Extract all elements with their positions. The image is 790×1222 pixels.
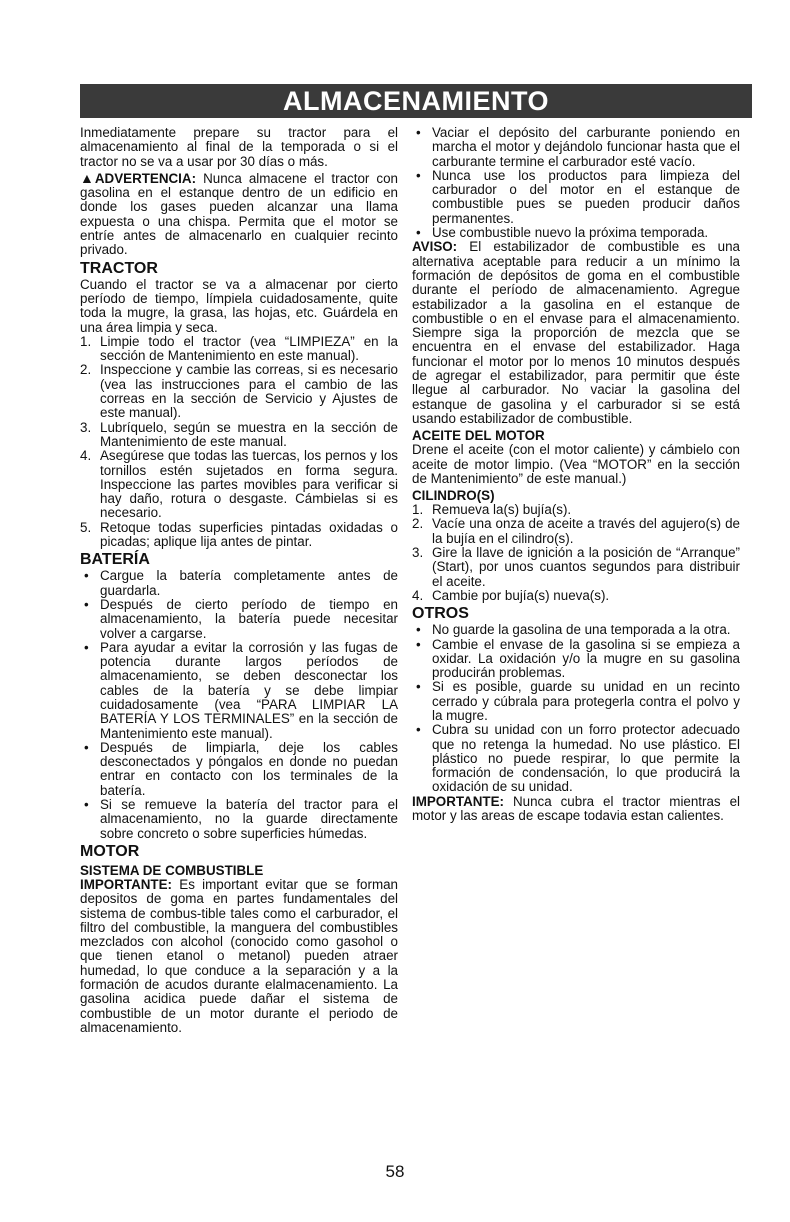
page-number: 58 — [385, 1162, 405, 1181]
bullet-icon: • — [416, 125, 421, 140]
list-item — [412, 723, 740, 794]
bullet-text: Después de limpiarla, deje los cables desconectados y póngalos en donde no puedan entrar en contacto con los terminales de la batería. — [100, 739, 398, 798]
bullet-icon: • — [84, 797, 89, 813]
aviso-label: AVISO: — [412, 239, 458, 255]
step-number: 4. — [80, 448, 92, 464]
step-text: Remueva la(s) bujía(s). — [432, 502, 572, 518]
list-item — [80, 598, 398, 641]
page-title: ALMACENAMIENTO — [283, 85, 549, 116]
aviso-text: El estabilizador de combustible es una alternativa aceptable para reducir a un mínimo la formación de depósitos de goma en el combustible durante el período de almacenamiento. Agregue estabilizador a la gasolina en el estanque de combustible o en el envase para el almacenamiento. Siempre siga la proporción de mezcla que se encuentra en el envase del estabilizador. Haga funcionar el motor por lo menos 10 minutos después de agregar el estabilizador, para permitir que éste llegue al carburador. No vaciar la gasolina del estanque de gasolina y el carburador si se está usando estabilizador de combustible. — [412, 239, 740, 426]
cilindro-heading: CILINDRO(S) — [412, 488, 495, 504]
tractor-heading: TRACTOR — [80, 259, 158, 277]
list-item — [412, 517, 740, 546]
otros-heading: OTROS — [412, 605, 469, 623]
step-number: 1. — [80, 333, 92, 349]
bullet-text: Cargue la batería completamente antes de guardarla. — [100, 568, 398, 598]
motor-important-paragraph — [80, 878, 398, 1035]
step-number: 3. — [412, 545, 424, 561]
list-item — [80, 741, 398, 798]
warning-text: Nunca almacene el tractor con gasolina en el estanque dentro de un edificio en donde los gases pueden alcanzar una llama expuesta o una chispa. Permita que el motor se entríe antes de almacenarlo en cualquier recinto privado. — [80, 170, 398, 258]
bateria-heading: BATERÍA — [80, 551, 150, 569]
fuel-system-heading: SISTEMA DE COMBUSTIBLE — [80, 862, 264, 878]
step-number: 3. — [80, 419, 92, 435]
tractor-steps — [80, 335, 398, 549]
step-text: Asegúrese que todas las tuercas, los pernos y los tornillos estén sujetados en forma segura. Inspeccione las partes movibles para verificar si hay daño, rotura o desgaste. Cámbielas si es necesario. — [100, 448, 398, 521]
page-title-banner — [80, 84, 752, 118]
aceite-heading: ACEITE DEL MOTOR — [412, 428, 545, 444]
bullet-text: Si es posible, guarde su unidad en un recinto cerrado y cúbrala para protegerla contra el polvo y la mugre. — [432, 679, 740, 723]
warning-paragraph — [80, 171, 398, 258]
step-text: Limpie todo el tractor (vea “LIMPIEZA” en la sección de Mantenimiento en este manual). — [100, 333, 398, 364]
bullet-text: No guarde la gasolina de una temporada a la otra. — [432, 622, 731, 638]
list-item — [80, 521, 398, 550]
step-text: Cambie por bujía(s) nueva(s). — [432, 587, 610, 603]
right-column — [412, 126, 740, 823]
bullet-text: Si se remueve la batería del tractor para el almacenamiento, no la guarde directamente sobre concreto o sobre superficies húmedas. — [100, 797, 398, 841]
list-item — [412, 589, 740, 603]
aceite-text: Drene el aceite (con el motor caliente) y cámbielo con aceite de motor limpio. (Vea “MOTOR” en la sección de Mantenimiento” de este manual.) — [412, 442, 740, 486]
bullet-icon: • — [84, 596, 89, 612]
list-item — [80, 363, 398, 420]
step-number: 2. — [412, 516, 424, 532]
intro-paragraph: Inmediatamente prepare su tractor para el almacenamiento al final de la temporada o si el tractor no se va a usar por 30 días o más. — [80, 125, 398, 169]
important-text: Nunca cubra el tractor mientras el motor y las areas de escape todavia estan calientes. — [412, 793, 740, 824]
step-number: 2. — [80, 362, 92, 378]
list-item — [412, 126, 740, 169]
fuel-bullets — [412, 126, 740, 240]
right-important-paragraph — [412, 795, 740, 824]
important-label: IMPORTANTE: — [412, 793, 504, 809]
list-item — [80, 449, 398, 520]
list-item — [412, 503, 740, 517]
warning-label: ADVERTENCIA: — [94, 170, 197, 186]
step-text: Gire la llave de ignición a la posición de “Arranque” (Start), por unos cuantos segundos para distribuir el aceite. — [432, 545, 740, 589]
bullet-icon: • — [84, 568, 89, 584]
important-label: IMPORTANTE: — [80, 876, 172, 892]
warning-triangle-icon: ▲ — [80, 169, 94, 186]
tractor-intro: Cuando el tractor se va a almacenar por cierto período de tiempo, límpiela cuidadosamente, quite toda la mugre, la grasa, las hojas, etc. Guárdela en una área limpia y seca. — [80, 276, 398, 335]
aviso-paragraph — [412, 240, 740, 426]
step-text: Lubríquelo, según se muestra en la sección de Mantenimiento de este manual. — [100, 419, 398, 449]
list-item — [412, 226, 740, 240]
bullet-text: Cambie el envase de la gasolina si se empieza a oxidar. La oxidación y/o la mugre en su gasolina producirán problemas. — [432, 636, 740, 681]
list-item — [412, 680, 740, 723]
list-item — [80, 798, 398, 841]
bullet-text: Vaciar el depósito del carburante poniendo en marcha el motor y dejándolo funcionar hasta que el carburante termine el carburador esté vacío. — [432, 125, 740, 169]
bullet-text: Para ayudar a evitar la corrosión y las fugas de potencia durante largos períodos de almacenamiento, se deben desconectar los cables de la batería y se debe limpiar cuidadosamente (vea “PARA LIMPIAR LA BATERÍA Y LOS TERMINALES” en la sección de Mantenimiento este manual). — [100, 639, 398, 741]
step-number: 1. — [412, 502, 424, 518]
list-item — [412, 638, 740, 681]
list-item — [412, 623, 740, 637]
bullet-icon: • — [416, 636, 421, 652]
list-item — [412, 169, 740, 226]
bullet-icon: • — [416, 679, 421, 695]
bullet-text: Use combustible nuevo la próxima temporada. — [432, 225, 709, 241]
step-text: Vacíe una onza de aceite a través del agujero(s) de la bujía en el cilindro(s). — [432, 516, 740, 546]
bullet-icon: • — [416, 167, 421, 183]
bullet-text: Nunca use los productos para limpieza del carburador o del motor en el estanque de combustible pues se pueden producir daños permanentes. — [432, 167, 740, 226]
step-text: Retoque todas superficies pintadas oxidadas o picadas; aplique lija antes de pintar. — [100, 519, 398, 550]
cilindro-steps — [412, 503, 740, 603]
bateria-bullets — [80, 569, 398, 841]
list-item — [412, 546, 740, 589]
bullet-icon: • — [416, 722, 421, 738]
list-item — [80, 569, 398, 598]
step-text: Inspeccione y cambie las correas, si es necesario (vea las instrucciones para el cambio de las correas en la sección de Servicio y Ajustes de este manual). — [100, 362, 398, 421]
important-text: Es important evitar que se forman depositos de goma en partes fundamentales del sistema de combus-tible tales como el carburador, el filtro del combustible, la manguera del combustibles mezclados con alcohol (conocido como gasohol o que tienen etanol o metanol) pueden atraer humedad, lo que conduce a la separación y a la formación de acudos durante elalmacenamiento. La gasolina acidica puede dañar el sistema de combustible de un motor durante el periodo de almacenamiento. — [80, 876, 398, 1035]
list-item — [80, 641, 398, 741]
list-item — [80, 421, 398, 450]
bullet-icon: • — [84, 739, 89, 755]
step-number: 4. — [412, 587, 424, 603]
bullet-text: Después de cierto período de tiempo en almacenamiento, la batería puede necesitar volver a cargarse. — [100, 596, 398, 641]
bullet-icon: • — [84, 639, 89, 655]
step-number: 5. — [80, 519, 92, 535]
list-item — [80, 335, 398, 364]
otros-bullets — [412, 623, 740, 795]
bullet-icon: • — [416, 225, 421, 241]
left-column — [80, 126, 398, 1035]
motor-heading: MOTOR — [80, 842, 140, 860]
bullet-icon: • — [416, 622, 421, 638]
bullet-text: Cubra su unidad con un forro protector adecuado que no retenga la humedad. No use plástico. El plástico no puede respirar, lo que permite la formación de condensación, lo que producirá la oxidación de su unidad. — [432, 722, 740, 795]
